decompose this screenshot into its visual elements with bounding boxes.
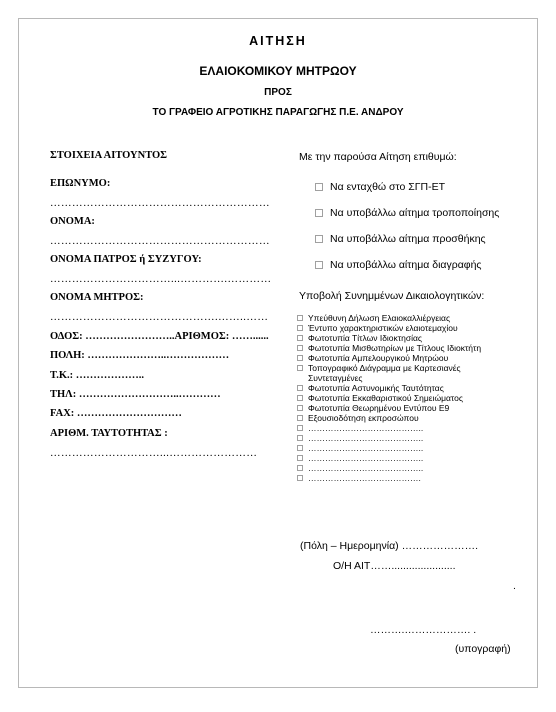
checkbox-icon[interactable]: [315, 183, 323, 191]
option-add-label: Να υποβάλλω αίτημα προσθήκης: [330, 233, 486, 245]
doc-item[interactable]: Εξουσιοδότηση εκπροσώπου: [297, 413, 529, 423]
id-number-label: ΑΡΙΘΜ. ΤΑΥΤΟΤΗΤΑΣ :: [50, 428, 168, 439]
checkbox-icon[interactable]: [297, 355, 303, 361]
option-delete[interactable]: [315, 259, 482, 271]
name-field[interactable]: ……………………………………………………: [50, 236, 270, 247]
doc-item[interactable]: Τοπογραφικό Διάγραμμα με Καρτεσιανές: [297, 363, 529, 373]
form-subtitle: ΕΛΑΙΟΚΟΜΙΚΟΥ ΜΗΤΡΩΟΥ: [199, 64, 357, 78]
signature-field[interactable]: ……….………………. .: [370, 624, 477, 636]
checkbox-icon[interactable]: [297, 465, 303, 471]
checkbox-icon[interactable]: [297, 365, 303, 371]
doc-item[interactable]: Φωτοτυπία Αστυνομικής Ταυτότητας: [297, 383, 529, 393]
place-date-field[interactable]: (Πόλη – Ημερομηνία) ………………….: [300, 540, 478, 552]
checkbox-icon[interactable]: [297, 425, 303, 431]
doc-item[interactable]: Φωτοτυπία Εκκαθαριστικού Σημειώματος: [297, 393, 529, 403]
city-field[interactable]: ΠΟΛΗ: …………………..………………: [50, 350, 230, 361]
option-include[interactable]: [315, 181, 445, 193]
name-label: ΟΝΟΜΑ:: [50, 216, 95, 227]
doc-item[interactable]: Υπεύθυνη Δήλωση Ελαιοκαλλιέργειας: [297, 313, 529, 323]
father-name-label: ΟΝΟΜΑ ΠΑΤΡΟΣ ή ΣΥΖΥΓΟΥ:: [50, 254, 202, 265]
doc-item[interactable]: Φωτοτυπία Θεωρημένου Εντύπου Ε9: [297, 403, 529, 413]
signature-label: (υπογραφή): [455, 643, 511, 655]
father-name-field[interactable]: ……………………………...………….…………: [50, 274, 272, 285]
checkbox-icon[interactable]: [297, 475, 303, 481]
checkbox-icon[interactable]: [297, 315, 303, 321]
option-modify[interactable]: [315, 207, 499, 219]
doc-item-blank[interactable]: …………………………………..: [297, 423, 529, 433]
doc-item[interactable]: Φωτοτυπία Μισθωτηρίων με Τίτλους Ιδιοκτήτη: [297, 343, 529, 353]
applicant-section-title: ΣΤΟΙΧΕΙΑ ΑΙΤΟΥΝΤΟΣ: [50, 150, 168, 161]
id-number-field[interactable]: …………………………...……………………: [50, 448, 258, 459]
form-title: ΑΙΤΗΣΗ: [249, 34, 307, 48]
docs-list: [297, 313, 529, 483]
addressee-label: ΠΡΟΣ: [264, 87, 292, 98]
checkbox-icon[interactable]: [297, 455, 303, 461]
doc-item-blank[interactable]: …………………………………..: [297, 463, 529, 473]
doc-item-blank[interactable]: …………………………………..: [297, 433, 529, 443]
checkbox-icon[interactable]: [297, 435, 303, 441]
phone-field[interactable]: ΤΗΛ: ………………………..…………: [50, 389, 221, 400]
mother-name-label: ΟΝΟΜΑ ΜΗΤΡΟΣ:: [50, 292, 144, 303]
request-intro: Με την παρούσα Αίτηση επιθυμώ:: [299, 151, 457, 163]
checkbox-icon[interactable]: [315, 235, 323, 243]
surname-field[interactable]: ……………………………………………………: [50, 198, 270, 209]
checkbox-icon[interactable]: [315, 209, 323, 217]
docs-title: Υποβολή Συνημμένων Δικαιολογητικών:: [299, 290, 485, 302]
checkbox-icon[interactable]: [297, 415, 303, 421]
doc-item[interactable]: Φωτοτυπία Αμπελουργικού Μητρώου: [297, 353, 529, 363]
applicant-name-field[interactable]: Ο/Η ΑΙΤ……......................: [333, 560, 456, 572]
fax-field[interactable]: FAX: …………………………: [50, 408, 182, 419]
signature-dot: .: [513, 580, 516, 592]
doc-item-continuation: Συντεταγμένες: [308, 373, 363, 383]
checkbox-icon[interactable]: [297, 325, 303, 331]
checkbox-icon[interactable]: [297, 345, 303, 351]
checkbox-icon[interactable]: [297, 335, 303, 341]
street-field[interactable]: ΟΔΟΣ: ……………………..ΑΡΙΘΜΟΣ: ……......: [50, 331, 269, 342]
doc-item-blank[interactable]: ………………………………….: [297, 473, 529, 483]
doc-item[interactable]: Έντυπο χαρακτηριστικών ελαιοτεμαχίου: [297, 323, 529, 333]
doc-item-blank[interactable]: …………………………………..: [297, 453, 529, 463]
option-modify-label: Να υποβάλλω αίτημα τροποποίησης: [330, 207, 500, 219]
checkbox-icon[interactable]: [297, 395, 303, 401]
checkbox-icon[interactable]: [297, 385, 303, 391]
doc-item[interactable]: Φωτοτυπία Τίτλων Ιδιοκτησίας: [297, 333, 529, 343]
option-include-label: Να ενταχθώ στο ΣΓΠ-ΕΤ: [330, 181, 446, 193]
option-delete-label: Να υποβάλλω αίτημα διαγραφής: [330, 259, 482, 271]
surname-label: ΕΠΩΝΥΜΟ:: [50, 178, 111, 189]
postcode-field[interactable]: Τ.Κ.: ………………..: [50, 370, 145, 381]
checkbox-icon[interactable]: [297, 405, 303, 411]
addressee-office: ΤΟ ΓΡΑΦΕΙΟ ΑΓΡΟΤΙΚΗΣ ΠΑΡΑΓΩΓΗΣ Π.Ε. ΑΝΔΡΟΥ: [152, 107, 404, 118]
mother-name-field[interactable]: ……………………………………….……..……: [50, 312, 269, 323]
checkbox-icon[interactable]: [297, 445, 303, 451]
doc-item-blank[interactable]: …………………………………..: [297, 443, 529, 453]
checkbox-icon[interactable]: [315, 261, 323, 269]
option-add[interactable]: [315, 233, 486, 245]
